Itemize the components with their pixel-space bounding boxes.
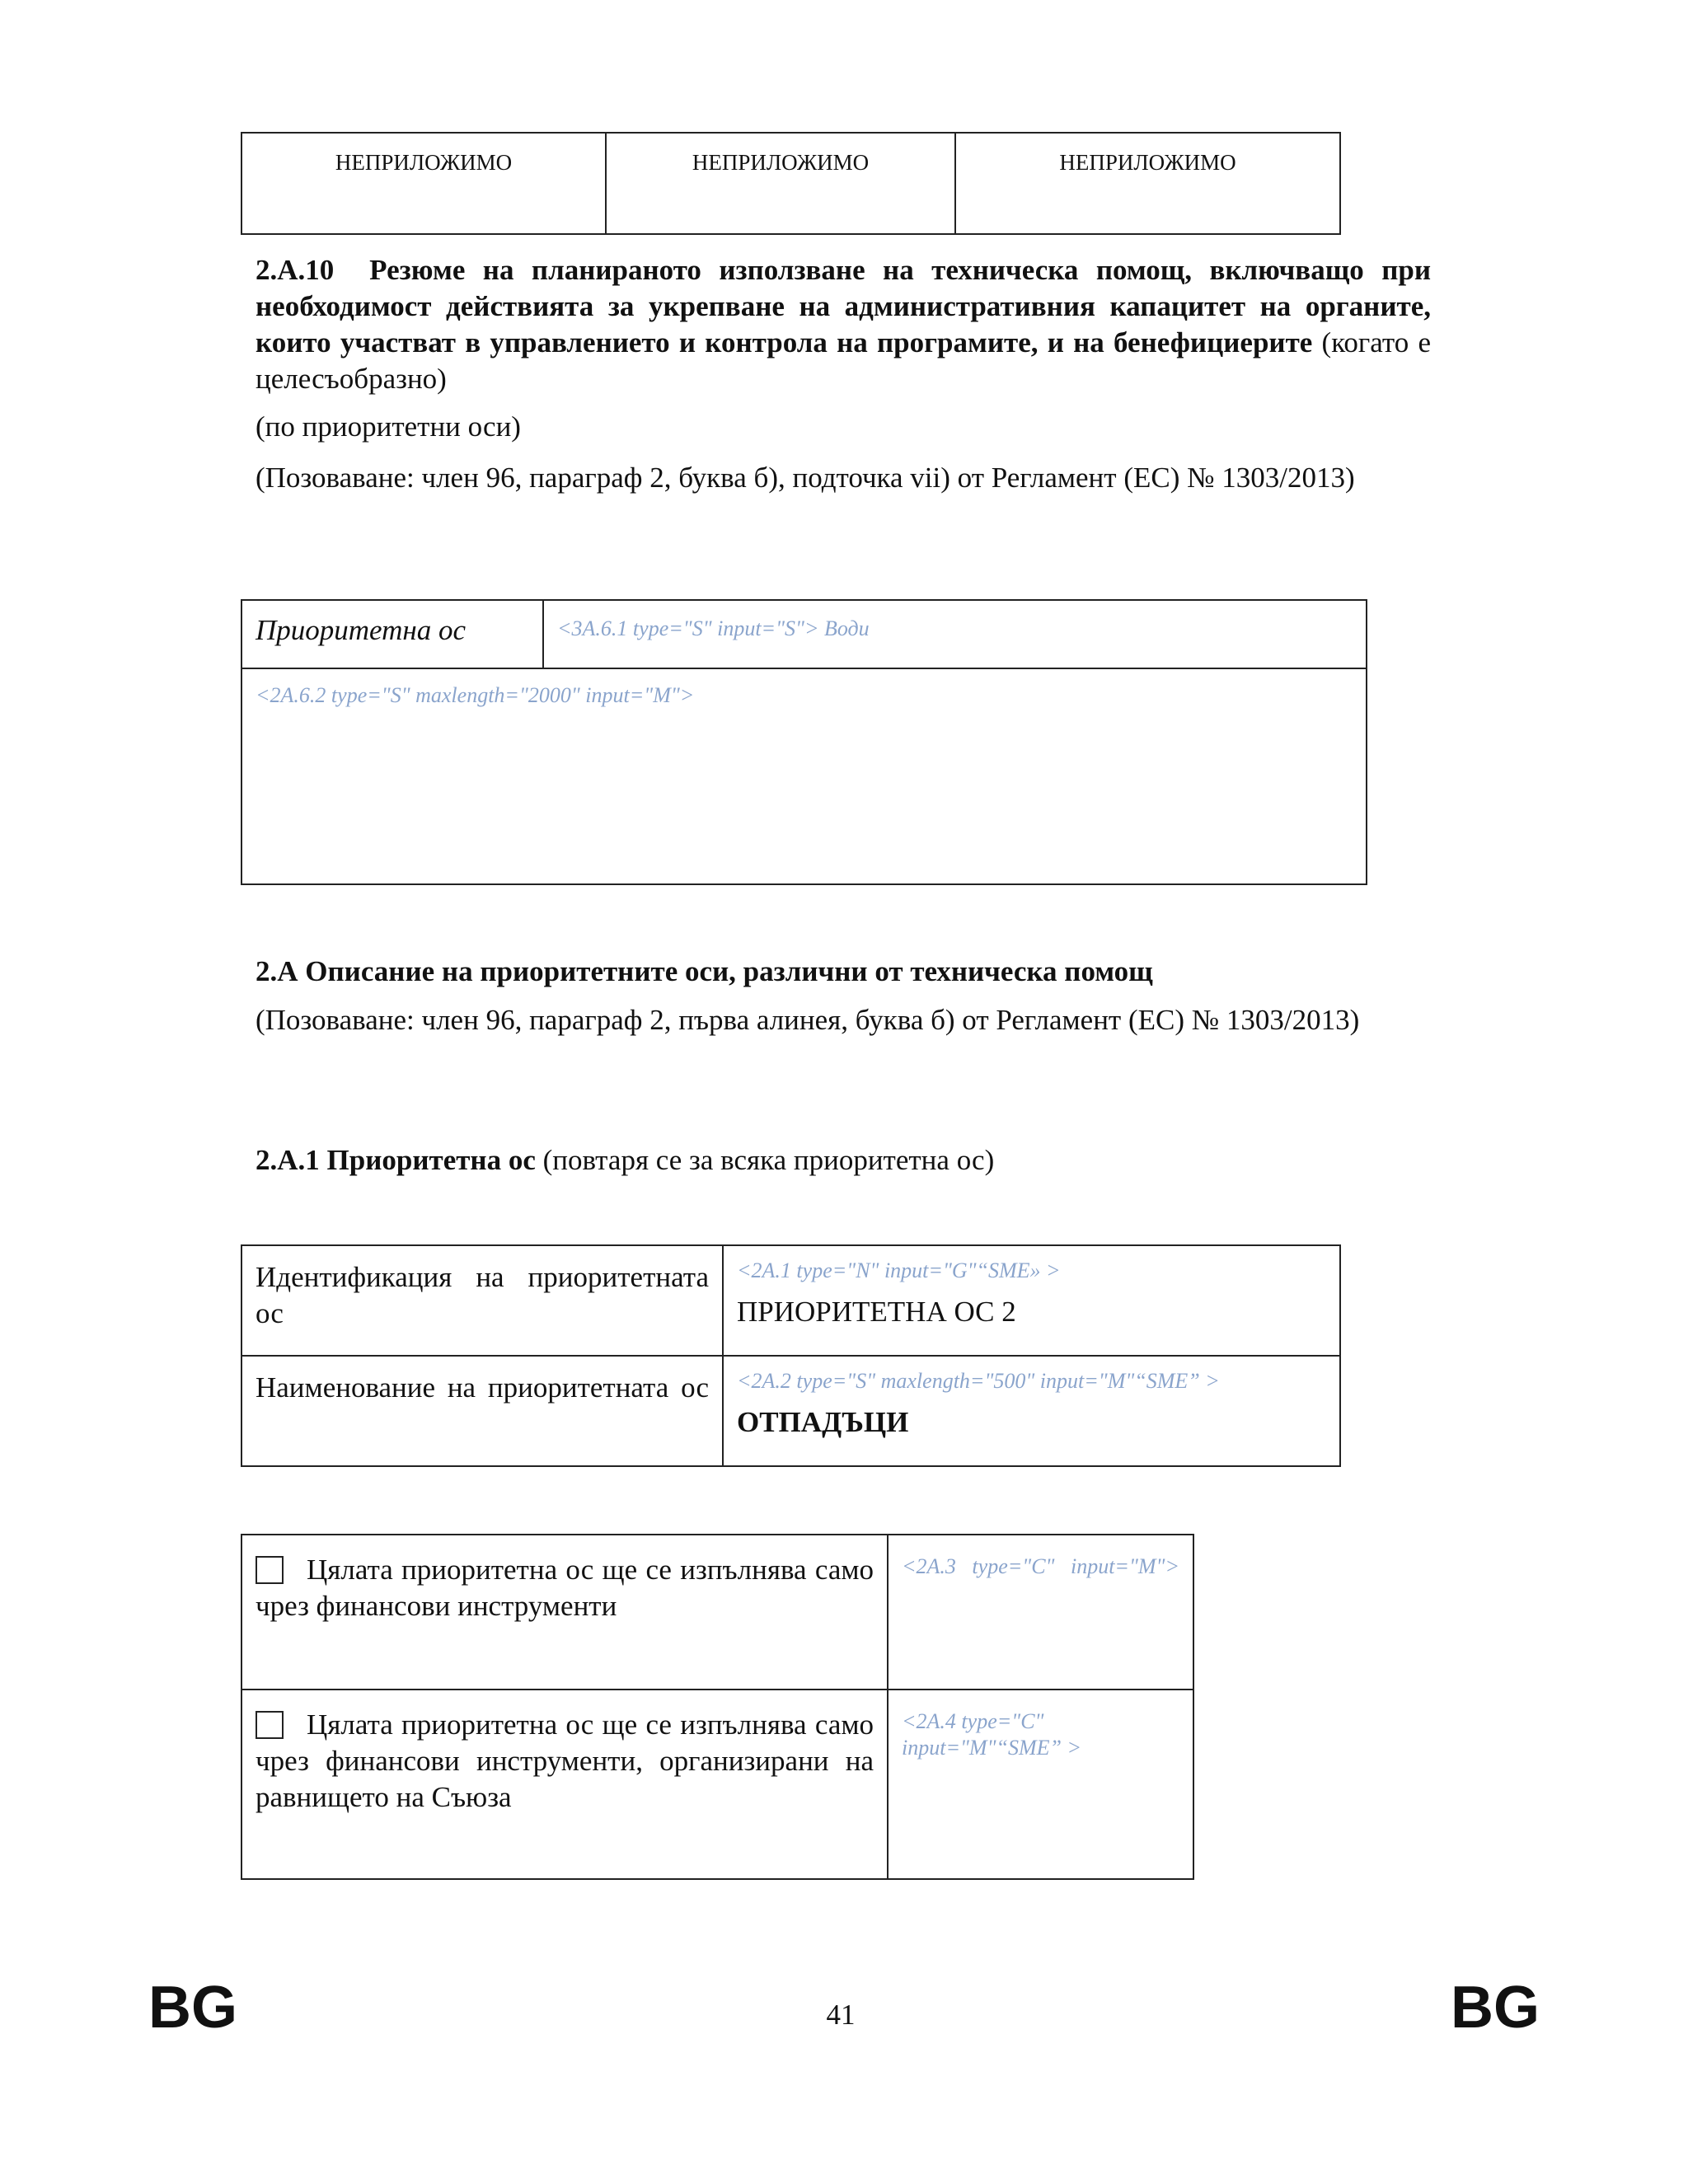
section-2a10-note: (по приоритетни оси) (256, 410, 521, 443)
section-2a1-heading (256, 1142, 994, 1179)
fi-union-label-cell (241, 1690, 888, 1879)
financial-instruments-table (241, 1534, 1194, 1880)
axis-name-code: <2A.2 type="S" maxlength="500" input="M"“SME” > (737, 1369, 1220, 1393)
fi-only-label-cell (241, 1535, 888, 1690)
fi-union-label: Цялата приоритетна ос ще се изпълнява само чрез финансови инструменти, организирани на равнището на Съюза (256, 1708, 874, 1813)
fi-only-label: Цялата приоритетна ос ще се изпълнява само чрез финансови инструменти (256, 1554, 874, 1622)
section-2a-heading: 2.А Описание на приоритетните оси, различни от техническа помощ (256, 955, 1153, 987)
section-2a1-title: 2.А.1 Приоритетна ос (256, 1144, 536, 1176)
axis-id-cell[interactable] (723, 1245, 1340, 1356)
section-2a10-reference: (Позоваване: член 96, параграф 2, буква б), подточка vii) от Регламент (ЕС) № 1303/2013) (256, 462, 1355, 494)
priority-axis-label: Приоритетна ос (241, 600, 543, 668)
axis-id-code: <2A.1 type="N" input="G"“SME» > (737, 1258, 1061, 1282)
axis-id-label: Идентификация на приоритетната ос (241, 1245, 723, 1356)
axis-name-value: ОТПАДЪЦИ (737, 1406, 909, 1438)
section-2a10-heading (256, 252, 1431, 397)
not-applicable-cell: НЕПРИЛОЖИМО (606, 133, 955, 234)
section-number: 2.А.10 (256, 254, 335, 286)
priority-axis-table (241, 599, 1367, 885)
not-applicable-table (241, 132, 1341, 235)
page-number: 41 (826, 1999, 856, 2031)
priority-axis-text-field[interactable]: <2A.6.2 type="S" maxlength="2000" input="M"> (241, 668, 1367, 884)
axis-name-label: Наименование на приоритетната ос (241, 1356, 723, 1466)
not-applicable-cell: НЕПРИЛОЖИМО (955, 133, 1340, 234)
axis-identification-table (241, 1244, 1341, 1467)
fi-union-checkbox[interactable] (256, 1711, 284, 1739)
priority-axis-field[interactable]: <3A.6.1 type="S" input="S"> Води (543, 600, 1367, 668)
section-2a1-suffix: (повтаря се за всяка приоритетна ос) (535, 1144, 995, 1176)
not-applicable-cell: НЕПРИЛОЖИМО (241, 133, 606, 234)
section-title: Резюме на планираното използване на техническа помощ, включващо при необходимост действията за укрепване на административния капацитет на органите, които участват в управлението и контрола на програмите, и на бенефициерите (256, 254, 1432, 359)
language-mark-right: BG (1451, 1975, 1540, 2041)
axis-name-cell[interactable] (723, 1356, 1340, 1466)
section-title-suffix: (когато е целесъобразно) (256, 326, 1431, 395)
fi-union-field[interactable]: <2A.4 type="C" input="M"“SME” > (888, 1690, 1193, 1879)
axis-id-value: ПРИОРИТЕТНА ОС 2 (737, 1296, 1016, 1328)
fi-only-field[interactable]: <2A.3 type="C" input="M"> (888, 1535, 1193, 1690)
language-mark-left: BG (148, 1975, 237, 2041)
fi-only-checkbox[interactable] (256, 1556, 284, 1584)
section-2a-reference: (Позоваване: член 96, параграф 2, първа алинея, буква б) от Регламент (ЕС) № 1303/2013) (256, 1004, 1360, 1036)
